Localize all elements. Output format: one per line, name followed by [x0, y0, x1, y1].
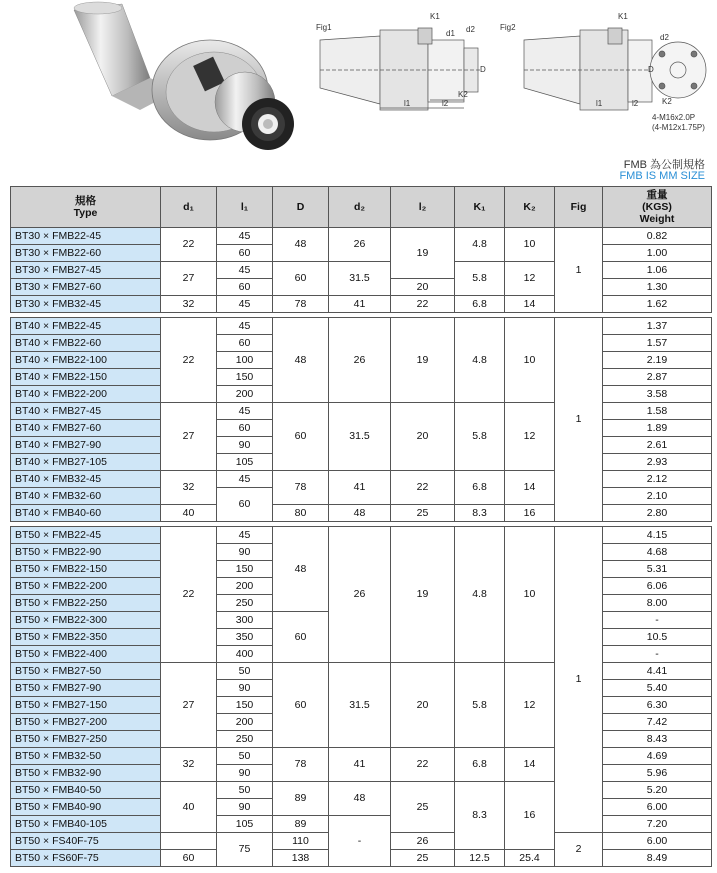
col-l1: l₁ — [217, 187, 273, 228]
d2-cell: 41 — [329, 748, 391, 782]
k2-cell: 14 — [505, 296, 555, 313]
D-cell: 60 — [273, 403, 329, 471]
d1-cell: 32 — [161, 296, 217, 313]
d1-cell: 32 — [161, 471, 217, 505]
fig1-D: D — [480, 65, 486, 74]
weight-cell: 1.06 — [603, 262, 712, 279]
d2-cell: 48 — [329, 782, 391, 816]
l1-cell: 90 — [217, 544, 273, 561]
weight-cell: 4.15 — [603, 527, 712, 544]
l2-cell: 25 — [391, 782, 455, 833]
fig2-D: D — [648, 65, 654, 74]
weight-cell: 7.42 — [603, 714, 712, 731]
weight-cell: - — [603, 612, 712, 629]
fig1-k1: K1 — [430, 12, 440, 21]
type-cell: BT40 × FMB27-45 — [11, 403, 161, 420]
l1-cell: 350 — [217, 629, 273, 646]
l1-cell: 45 — [217, 403, 273, 420]
type-cell: BT30 × FMB22-45 — [11, 228, 161, 245]
weight-cell: 6.06 — [603, 578, 712, 595]
weight-cell: 5.31 — [603, 561, 712, 578]
l1-cell: 60 — [217, 245, 273, 262]
l2-cell: 25 — [391, 505, 455, 522]
l1-cell: 90 — [217, 799, 273, 816]
type-cell: BT50 × FMB22-45 — [11, 527, 161, 544]
weight-cell: 1.57 — [603, 335, 712, 352]
fig1-d1: d1 — [446, 29, 455, 38]
type-cell: BT40 × FMB22-100 — [11, 352, 161, 369]
l2-cell: 19 — [391, 318, 455, 403]
weight-cell: 2.10 — [603, 488, 712, 505]
k1-cell: 8.3 — [455, 505, 505, 522]
table-row — [11, 296, 712, 313]
product-drawings — [0, 0, 717, 185]
d2-cell: 31.5 — [329, 262, 391, 296]
fig1-d2: d2 — [466, 25, 475, 34]
l1-cell: 250 — [217, 595, 273, 612]
type-cell: BT50 × FS60F-75 — [11, 850, 161, 867]
fig2-drawing — [524, 28, 706, 110]
l1-cell: 50 — [217, 663, 273, 680]
l2-cell: 20 — [391, 279, 455, 296]
d1-cell — [161, 833, 217, 850]
l1-cell: 60 — [217, 335, 273, 352]
l1-cell: 150 — [217, 697, 273, 714]
fig-cell: 1 — [555, 228, 603, 313]
l1-cell: 105 — [217, 816, 273, 833]
l1-cell: 50 — [217, 748, 273, 765]
d1-cell: 22 — [161, 318, 217, 403]
D-cell: 60 — [273, 663, 329, 748]
weight-cell: 4.69 — [603, 748, 712, 765]
weight-cell: - — [603, 646, 712, 663]
d1-cell: 32 — [161, 748, 217, 782]
weight-cell: 2.61 — [603, 437, 712, 454]
fig1-l1: l1 — [404, 99, 411, 108]
metric-note-zh: FMB 為公制規格 — [623, 159, 705, 171]
l1-cell: 400 — [217, 646, 273, 663]
l1-cell: 75 — [217, 833, 273, 867]
k2-cell: 14 — [505, 471, 555, 505]
l1-cell: 250 — [217, 731, 273, 748]
l2-cell: 26 — [391, 833, 455, 850]
col-d1: d₁ — [161, 187, 217, 228]
d2-cell: 31.5 — [329, 403, 391, 471]
type-cell: BT50 × FMB27-150 — [11, 697, 161, 714]
weight-cell: 6.30 — [603, 697, 712, 714]
col-k2: K₂ — [505, 187, 555, 228]
type-cell: BT50 × FMB40-50 — [11, 782, 161, 799]
l1-cell: 90 — [217, 680, 273, 697]
fig-cell: 2 — [555, 833, 603, 867]
type-cell: BT50 × FMB32-90 — [11, 765, 161, 782]
l1-cell: 60 — [217, 488, 273, 522]
fig2-label: Fig2 — [500, 23, 516, 32]
d1-cell: 27 — [161, 262, 217, 296]
type-cell: BT50 × FMB27-250 — [11, 731, 161, 748]
l2-cell: 22 — [391, 748, 455, 782]
l1-cell: 45 — [217, 296, 273, 313]
d1-cell: 27 — [161, 663, 217, 748]
l2-cell: 20 — [391, 403, 455, 471]
fig1-label: Fig1 — [316, 23, 332, 32]
l1-cell: 50 — [217, 782, 273, 799]
weight-cell: 2.12 — [603, 471, 712, 488]
table-row — [11, 403, 712, 420]
header-illustrations — [0, 0, 717, 185]
d2-cell: 26 — [329, 527, 391, 663]
col-k1: K₁ — [455, 187, 505, 228]
D-cell: 80 — [273, 505, 329, 522]
l1-cell: 90 — [217, 437, 273, 454]
type-cell: BT30 × FMB27-60 — [11, 279, 161, 296]
l1-cell: 45 — [217, 262, 273, 279]
type-cell: BT40 × FMB27-105 — [11, 454, 161, 471]
type-cell: BT40 × FMB22-150 — [11, 369, 161, 386]
type-cell: BT50 × FMB40-105 — [11, 816, 161, 833]
table-row — [11, 262, 712, 279]
l1-cell: 90 — [217, 765, 273, 782]
table-row — [11, 816, 712, 833]
weight-cell: 5.96 — [603, 765, 712, 782]
l1-cell: 45 — [217, 527, 273, 544]
k1-cell: 4.8 — [455, 527, 505, 663]
col-weight: 重量 (KGS) Weight — [603, 187, 712, 228]
type-cell: BT50 × FMB27-90 — [11, 680, 161, 697]
d2-cell: 41 — [329, 471, 391, 505]
d2-cell: 26 — [329, 318, 391, 403]
l1-cell: 60 — [217, 420, 273, 437]
weight-cell: 8.49 — [603, 850, 712, 867]
l2-cell: 22 — [391, 296, 455, 313]
table-row — [11, 782, 712, 799]
d1-cell: 40 — [161, 782, 217, 833]
weight-cell: 6.00 — [603, 833, 712, 850]
weight-cell: 8.43 — [603, 731, 712, 748]
fig2-l1: l1 — [596, 99, 603, 108]
l2-cell: 19 — [391, 527, 455, 663]
weight-cell: 3.58 — [603, 386, 712, 403]
type-cell: BT40 × FMB22-45 — [11, 318, 161, 335]
k1-cell: 6.8 — [455, 296, 505, 313]
D-cell: 89 — [273, 816, 329, 833]
k1-cell: 5.8 — [455, 403, 505, 471]
type-cell: BT50 × FS40F-75 — [11, 833, 161, 850]
l1-cell: 60 — [217, 279, 273, 296]
k1-cell: 8.3 — [455, 782, 505, 850]
fig2-l2: l2 — [632, 99, 639, 108]
type-cell: BT30 × FMB27-45 — [11, 262, 161, 279]
k1-cell: 4.8 — [455, 228, 505, 262]
D-cell: 78 — [273, 296, 329, 313]
fig-cell: 1 — [555, 318, 603, 522]
l1-cell: 45 — [217, 318, 273, 335]
weight-cell: 1.58 — [603, 403, 712, 420]
type-cell: BT50 × FMB27-200 — [11, 714, 161, 731]
weight-cell: 1.89 — [603, 420, 712, 437]
l1-cell: 105 — [217, 454, 273, 471]
weight-cell: 6.00 — [603, 799, 712, 816]
d2-cell: 48 — [329, 505, 391, 522]
d1-cell: 22 — [161, 527, 217, 663]
l1-cell: 100 — [217, 352, 273, 369]
table-row — [11, 318, 712, 335]
type-cell: BT50 × FMB27-50 — [11, 663, 161, 680]
d2-cell: 26 — [329, 228, 391, 262]
type-cell: BT50 × FMB22-150 — [11, 561, 161, 578]
fig2-thread-note: 4-M16x2.0P — [652, 113, 696, 122]
k2-cell: 12 — [505, 403, 555, 471]
d1-cell: 40 — [161, 505, 217, 522]
k2-cell: 10 — [505, 527, 555, 663]
fig1-l2: l2 — [442, 99, 449, 108]
l1-cell: 300 — [217, 612, 273, 629]
type-cell: BT50 × FMB22-200 — [11, 578, 161, 595]
D-cell: 48 — [273, 318, 329, 403]
l1-cell: 45 — [217, 471, 273, 488]
d2-cell: - — [329, 816, 391, 867]
table-header-row — [11, 187, 712, 228]
fig2-d2: d2 — [660, 33, 669, 42]
tool-holder-photo — [74, 2, 294, 150]
k1-cell: 4.8 — [455, 318, 505, 403]
type-cell: BT40 × FMB22-200 — [11, 386, 161, 403]
D-cell: 60 — [273, 612, 329, 663]
D-cell: 48 — [273, 228, 329, 262]
k1-cell: 5.8 — [455, 663, 505, 748]
type-cell: BT50 × FMB22-250 — [11, 595, 161, 612]
col-l2: l₂ — [391, 187, 455, 228]
weight-cell: 2.19 — [603, 352, 712, 369]
type-cell: BT40 × FMB32-45 — [11, 471, 161, 488]
weight-cell: 8.00 — [603, 595, 712, 612]
D-cell: 89 — [273, 782, 329, 816]
type-cell: BT40 × FMB27-90 — [11, 437, 161, 454]
table-row — [11, 471, 712, 488]
fig2-thread-note-alt: (4-M12x1.75P) — [652, 123, 705, 132]
weight-cell: 4.41 — [603, 663, 712, 680]
weight-cell: 10.5 — [603, 629, 712, 646]
fig-cell: 1 — [555, 527, 603, 833]
D-cell: 48 — [273, 527, 329, 612]
type-cell: BT40 × FMB27-60 — [11, 420, 161, 437]
type-cell: BT50 × FMB40-90 — [11, 799, 161, 816]
D-cell: 110 — [273, 833, 329, 850]
type-cell: BT50 × FMB32-50 — [11, 748, 161, 765]
weight-cell: 1.62 — [603, 296, 712, 313]
table-row — [11, 663, 712, 680]
weight-cell: 1.00 — [603, 245, 712, 262]
k2-cell: 14 — [505, 748, 555, 782]
col-fig: Fig — [555, 187, 603, 228]
weight-cell: 7.20 — [603, 816, 712, 833]
k1-cell: 6.8 — [455, 748, 505, 782]
d1-cell: 60 — [161, 850, 217, 867]
weight-cell: 2.87 — [603, 369, 712, 386]
weight-cell: 1.37 — [603, 318, 712, 335]
k2-cell: 25.4 — [505, 850, 555, 867]
weight-cell: 1.30 — [603, 279, 712, 296]
type-cell: BT40 × FMB40-60 — [11, 505, 161, 522]
k2-cell: 12 — [505, 262, 555, 296]
type-cell: BT50 × FMB22-350 — [11, 629, 161, 646]
col-D: D — [273, 187, 329, 228]
l2-cell: 22 — [391, 471, 455, 505]
col-d2: d₂ — [329, 187, 391, 228]
weight-cell: 2.80 — [603, 505, 712, 522]
l2-cell: 20 — [391, 663, 455, 748]
k2-cell: 16 — [505, 505, 555, 522]
k1-cell: 12.5 — [455, 850, 505, 867]
D-cell: 60 — [273, 262, 329, 296]
l1-cell: 150 — [217, 369, 273, 386]
D-cell: 78 — [273, 471, 329, 505]
l2-cell: 25 — [391, 850, 455, 867]
k2-cell: 16 — [505, 782, 555, 850]
l1-cell: 200 — [217, 714, 273, 731]
l1-cell: 200 — [217, 578, 273, 595]
fig2-k2: K2 — [662, 97, 672, 106]
l1-cell: 150 — [217, 561, 273, 578]
l2-cell: 19 — [391, 228, 455, 279]
type-cell: BT40 × FMB22-60 — [11, 335, 161, 352]
l1-cell: 45 — [217, 228, 273, 245]
k2-cell: 12 — [505, 663, 555, 748]
col-type: 規格 Type — [11, 187, 161, 228]
type-cell: BT40 × FMB32-60 — [11, 488, 161, 505]
type-cell: BT50 × FMB22-400 — [11, 646, 161, 663]
fig1-drawing — [320, 28, 480, 110]
k1-cell: 5.8 — [455, 262, 505, 296]
type-cell: BT30 × FMB22-60 — [11, 245, 161, 262]
D-cell: 138 — [273, 850, 329, 867]
d2-cell: 41 — [329, 296, 391, 313]
d2-cell: 31.5 — [329, 663, 391, 748]
weight-cell: 2.93 — [603, 454, 712, 471]
k2-cell: 10 — [505, 318, 555, 403]
metric-note-en: FMB IS MM SIZE — [619, 170, 705, 182]
weight-cell: 5.40 — [603, 680, 712, 697]
type-cell: BT30 × FMB32-45 — [11, 296, 161, 313]
fig1-k2: K2 — [458, 90, 468, 99]
d1-cell: 22 — [161, 228, 217, 262]
type-cell: BT50 × FMB22-90 — [11, 544, 161, 561]
table-row — [11, 228, 712, 245]
l1-cell: 200 — [217, 386, 273, 403]
weight-cell: 0.82 — [603, 228, 712, 245]
k1-cell: 6.8 — [455, 471, 505, 505]
table-row — [11, 748, 712, 765]
table-row — [11, 505, 712, 522]
table-row — [11, 527, 712, 544]
weight-cell: 5.20 — [603, 782, 712, 799]
spec-table — [10, 186, 712, 867]
d1-cell: 27 — [161, 403, 217, 471]
type-cell: BT50 × FMB22-300 — [11, 612, 161, 629]
weight-cell: 4.68 — [603, 544, 712, 561]
fig2-k1: K1 — [618, 12, 628, 21]
D-cell: 78 — [273, 748, 329, 782]
k2-cell: 10 — [505, 228, 555, 262]
